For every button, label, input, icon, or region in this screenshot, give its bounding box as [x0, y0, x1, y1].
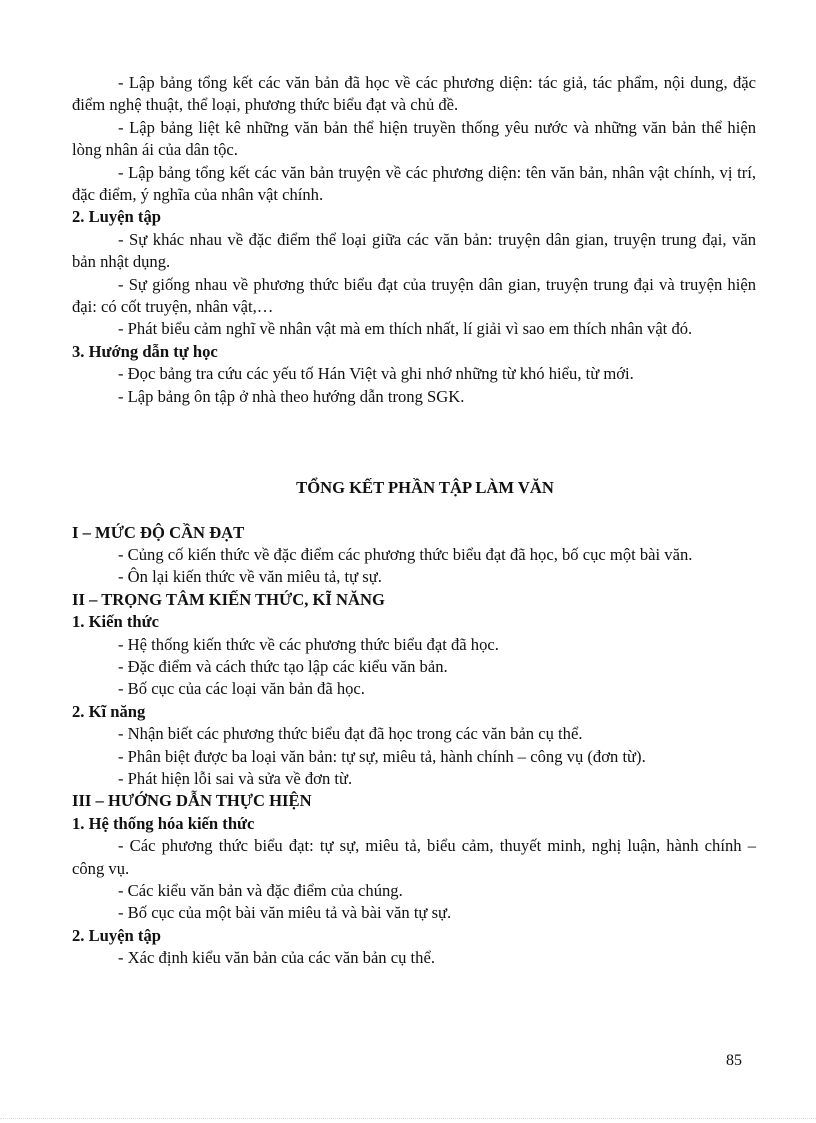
page-bottom-divider [0, 1118, 816, 1119]
section-a-item-3: - Lập bảng tổng kết các văn bản truyện về các phương diện: tên văn bản, nhân vật chính, vị trí, đặc điểm, ý nghĩa của nhân vật chính. [72, 162, 756, 205]
section-b-heading: 2. Luyện tập [72, 207, 161, 227]
part2-sub2-heading: 2. Kĩ năng [72, 701, 146, 721]
part2-sub2-item-1: - Nhận biết các phương thức biểu đạt đã học trong các văn bản cụ thể. [118, 724, 583, 744]
section-c-item-1: - Đọc bảng tra cứu các yếu tố Hán Việt và ghi nhớ những từ khó hiểu, từ mới. [118, 364, 634, 384]
part3-sub2-item-1: - Xác định kiểu văn bản của các văn bản cụ thể. [118, 948, 435, 968]
section-a-item-2: - Lập bảng liệt kê những văn bản thể hiện truyền thống yêu nước và những văn bản thể hiện lòng nhân ái của dân tộc. [72, 117, 756, 160]
part3-sub1-heading: 1. Hệ thống hóa kiến thức [72, 813, 255, 833]
section-c-item-2: - Lập bảng ôn tập ở nhà theo hướng dẫn trong SGK. [118, 386, 465, 406]
document-page [72, 72, 756, 970]
section-b-item-2: - Sự giống nhau về phương thức biểu đạt của truyện dân gian, truyện trung đại và truyện hiện đại: có cốt truyện, nhân vật,… [72, 274, 756, 317]
section-b-item-1: - Sự khác nhau về đặc điểm thể loại giữa các văn bản: truyện dân gian, truyện trung đại, văn bản nhật dụng. [72, 229, 756, 272]
part1-item-1: - Củng cố kiến thức về đặc điểm các phương thức biểu đạt đã học, bố cục một bài văn. [118, 544, 693, 564]
part3-heading: III – HƯỚNG DẪN THỰC HIỆN [72, 791, 312, 811]
part2-sub2-item-2: - Phân biệt được ba loại văn bản: tự sự, miêu tả, hành chính – công vụ (đơn từ). [118, 746, 646, 766]
section-b-item-3: - Phát biểu cảm nghĩ về nhân vật mà em thích nhất, lí giải vì sao em thích nhân vật đó. [118, 319, 693, 339]
part3-sub1-item-2: - Các kiểu văn bản và đặc điểm của chúng. [118, 881, 403, 900]
part2-heading: II – TRỌNG TÂM KIẾN THỨC, KĨ NĂNG [72, 589, 385, 609]
part2-sub1-heading: 1. Kiến thức [72, 612, 159, 632]
part2-sub1-item-1: - Hệ thống kiến thức về các phương thức biểu đạt đã học. [118, 634, 499, 654]
section-c-heading: 3. Hướng dẫn tự học [72, 341, 218, 361]
part2-sub1-item-3: - Bố cục của các loại văn bản đã học. [118, 679, 365, 699]
part3-sub2-heading: 2. Luyện tập [72, 925, 161, 945]
part3-sub1-item-1: - Các phương thức biểu đạt: tự sự, miêu tả, biểu cảm, thuyết minh, nghị luận, hành chính – công vụ. [72, 836, 756, 878]
page-number: 85 [726, 1052, 742, 1069]
part2-sub2-item-3: - Phát hiện lỗi sai và sửa về đơn từ. [118, 768, 353, 788]
part2-sub1-item-2: - Đặc điểm và cách thức tạo lập các kiểu văn bản. [118, 656, 448, 676]
part1-item-2: - Ôn lại kiến thức về văn miêu tả, tự sự. [118, 567, 382, 587]
page-title: TỔNG KẾT PHẦN TẬP LÀM VĂN [296, 478, 554, 498]
section-a-item-1: - Lập bảng tổng kết các văn bản đã học về các phương diện: tác giả, tác phẩm, nội dung, đặc điểm nghệ thuật, thể loại, phương thức biểu đạt và chủ đề. [72, 73, 756, 115]
part3-sub1-item-3: - Bố cục của một bài văn miêu tả và bài văn tự sự. [118, 903, 452, 923]
part1-heading: I – MỨC ĐỘ CẦN ĐẠT [72, 522, 245, 542]
